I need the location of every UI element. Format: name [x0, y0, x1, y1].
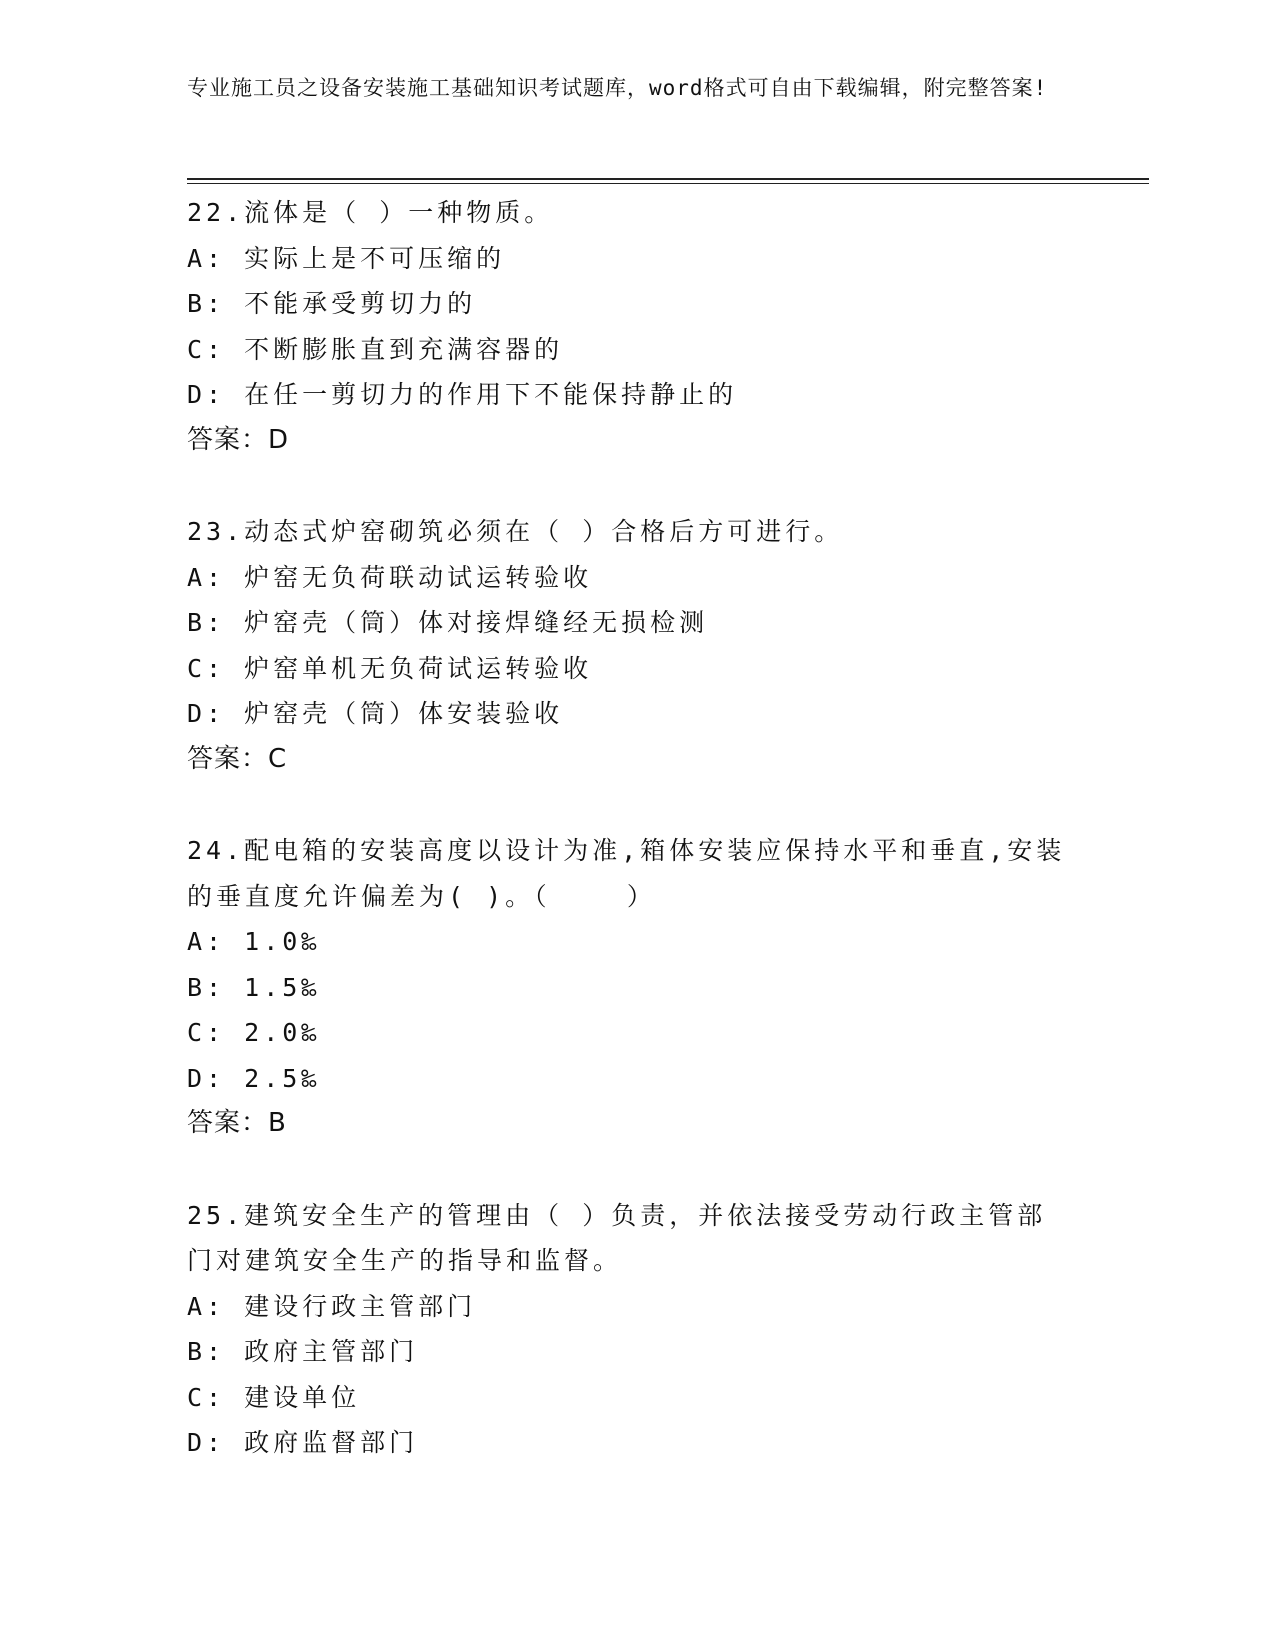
answer-label: 答案：C	[187, 743, 288, 774]
answer-label: 答案：B	[187, 1108, 287, 1138]
option-d: D: 在任一剪切力的作用下不能保持静止的	[187, 380, 738, 409]
question-stem: 24.配电箱的安装高度以设计为准,箱体安装应保持水平和垂直,安装的垂直度允许偏差为( )。（ ）	[187, 836, 1066, 911]
option-b: B: 政府主管部门	[187, 1337, 419, 1366]
option-b: B: 不能承受剪切力的	[187, 289, 477, 318]
option-d: D: 炉窑壳（筒）体安装验收	[187, 699, 564, 728]
option-a: A: 1.0‰	[187, 927, 321, 956]
header-rule-thin	[187, 183, 1149, 184]
option-d: D: 政府监督部门	[187, 1428, 419, 1457]
option-d: D: 2.5‰	[187, 1063, 321, 1093]
question-stem: 25.建筑安全生产的管理由（ ）负责，并依法接受劳动行政主管部门对建筑安全生产的指导和监督。	[187, 1200, 1047, 1275]
question-22	[187, 190, 1087, 463]
option-c: C: 2.0‰	[187, 1018, 321, 1047]
question-23	[187, 509, 1087, 782]
option-c: C: 不断膨胀直到充满容器的	[187, 334, 564, 364]
question-list	[187, 190, 1087, 1512]
option-a: A: 建设行政主管部门	[187, 1291, 477, 1321]
option-b: B: 炉窑壳（筒）体对接焊缝经无损检测	[187, 608, 709, 637]
question-stem: 22.流体是（ ）一种物质。	[187, 198, 554, 227]
option-b: B: 1.5‰	[187, 972, 321, 1002]
document-header: 专业施工员之设备安装施工基础知识考试题库，word格式可自由下载编辑，附完整答案!	[187, 76, 1048, 100]
question-25	[187, 1193, 1087, 1466]
question-24	[187, 828, 1087, 1147]
header-rule-thick	[187, 178, 1149, 180]
answer-label: 答案：D	[187, 424, 290, 455]
question-stem: 23.动态式炉窑砌筑必须在（ ）合格后方可进行。	[187, 517, 844, 546]
option-c: C: 炉窑单机无负荷试运转验收	[187, 653, 593, 683]
option-a: A: 实际上是不可压缩的	[187, 243, 506, 273]
option-a: A: 炉窑无负荷联动试运转验收	[187, 562, 593, 592]
option-c: C: 建设单位	[187, 1382, 361, 1412]
